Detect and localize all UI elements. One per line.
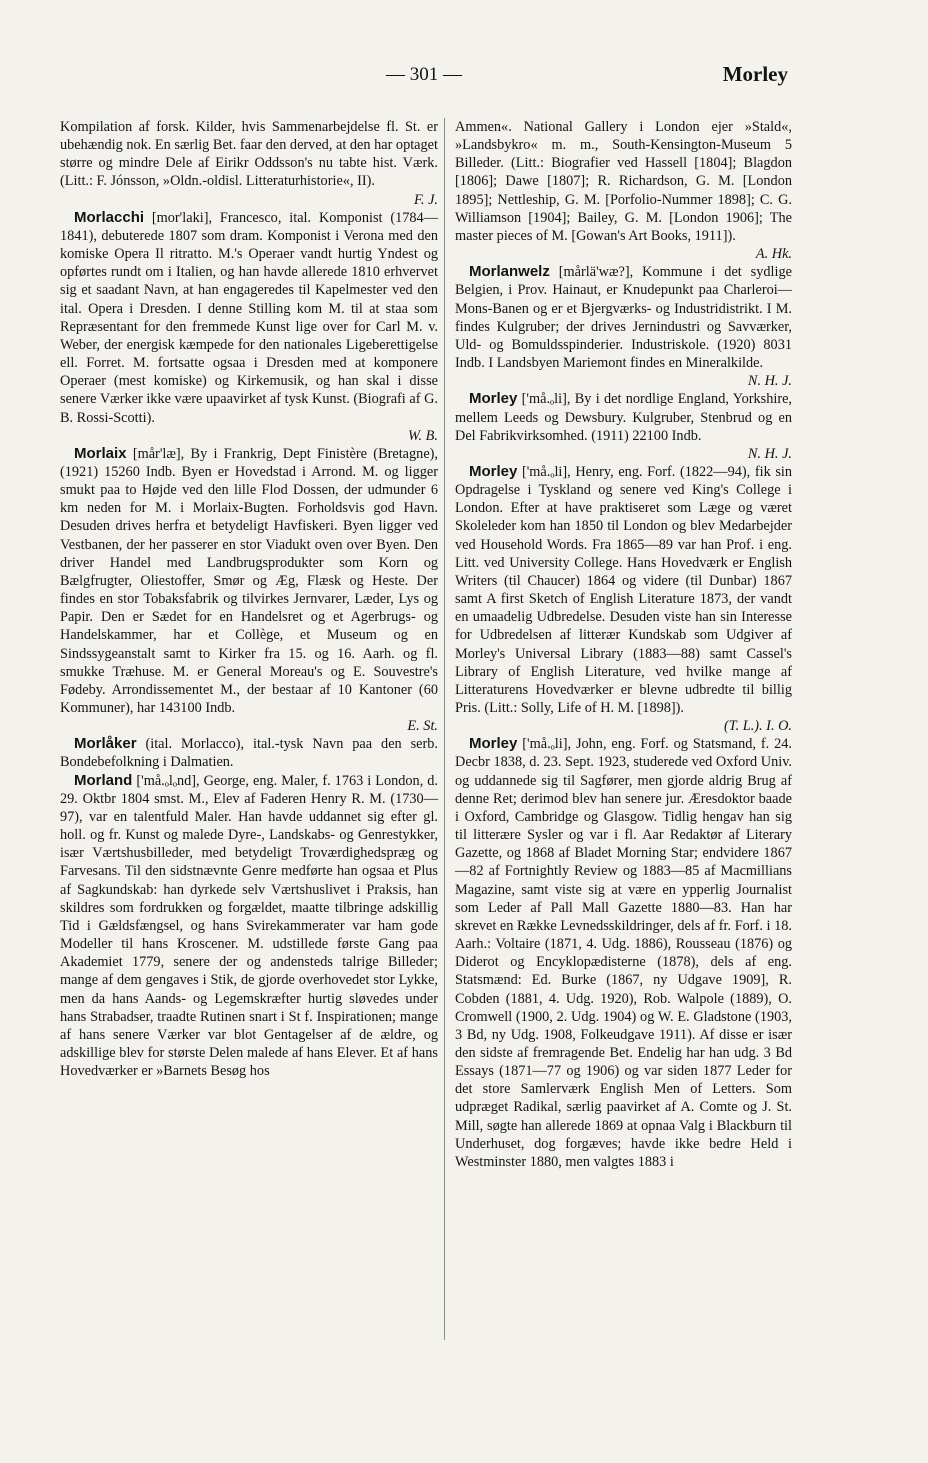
author-signature: F. J. [414, 191, 438, 208]
author-signature: (T. L.). I. O. [723, 718, 792, 735]
page-number: — 301 — [386, 64, 462, 85]
right-column [455, 118, 792, 1171]
author-signature: N. H. J. [747, 373, 792, 390]
entry-morlaix: Morlaix [mår'læ], By i Frankrig, Dept Finistère (Bretagne), (1921) 15260 Indb. Byen er Hovedstad i Arrond. M. og ligger smukt paa to Højde ved den lille Flod Dossen, der udmunder 6 km neden for M. i Morlaix-Bugten. Forholdsvis god Havn. Desuden drives herfra et betydeligt Havfiskeri. Byen ligger ved Vestbanen, der her passerer en stor Viadukt oven over Byen. Den driver Handel med Landbrugsprodukter som Korn og Bælgfrugter, Oliestoffer, Smør og Æg, Flæsk og Heste. Der findes en stor Tobaksfabrik og tilvirkes Jernvarer, Læder, Lys og Papir. Den er Sædet for en Handelsret og et Agerbrugs- og Handelskammer, har et Collège, et Museum og en Sindssygeanstalt samt to Kirker fra 15. og 16. Aarh. og fl. smukke Træhuse. M. er General Moreau's og E. Souvestre's Fødeby. Arrondissementet M., der bestaar af 10 Kantoner (60 Kommuner), har 143100 Indb. [60, 444, 439, 716]
author-signature: W. B. [407, 427, 438, 444]
author-signature: A. Hk. [755, 246, 792, 263]
headword: Morlanwelz [469, 263, 550, 281]
left-column [60, 118, 438, 1080]
entry-morland: Morland ['må.ₒlₒnd], George, eng. Maler, f. 1763 i London, d. 29. Oktbr 1804 smst. M., Elev af Faderen Henry R. M. (1730—97), var en talentfuld Maler. Han havde uddannet sig efter gl. holl. og fr. Kunst og malede Dyre-, Landskabs- og Genrestykker, især Værtshusbilleder, med betydeligt Troværdighedspræg og Farvesans. Til den sidstnævnte Genre medførte han ogsaa et Plus af Sagkundskab: han dyrkede selv Værtshuslivet i Praksis, han skildres som fordrukken og forgældet, maatte tilbringe adskillig Tid i Gældsfængsel, og hans Svirekammerater var ham gode Modeller til hans Kroscener. M. udstillede første Gang paa Akademiet 1779, senere der og andensteds talrige Billeder; mange af dem gengaves i Stik, de gjorde overhovedet stor Lykke, men da hans Aands- og Legemskræfter hurtig sløvedes under hans Strabadser, traadte Rutinen snart i St f. Inspirationen; mange af hans senere Værker var blot Gentagelser af de ældre, og adskillige blev for største Delen malede af hans Elever. Et af hans Hovedværker er »Barnets Besøg hos [60, 771, 439, 1080]
entry-continuation: Ammen«. National Gallery i London ejer »Stald«, »Landsbykro« m. m., South-Kensington-Museum 5 Billeder. (Litt.: Biografier ved Hassell [1804]; Blagdon [1806]; Dawe [1807]; R. Richardson, G. M. [London 1895]; Nettleship, G. M. [Porfolio-Nummer 1898]; C. G. Williamson [1904]; Bailey, G. M. [London 1906]; The master pieces of M. [Gowan's Art Books, 1911]). [455, 119, 792, 244]
entry-morlacchi: Morlacchi [mor'laki], Francesco, ital. Komponist (1784—1841), debuterede 1807 som dram. Komponist i Verona med den komiske Opera Il ritratto. M.'s Operaer vandt hurtig Yndest og opførtes rundt om i Italien, og han havde allerede 1810 erhvervet sig et saadant Navn, at han engageredes til Kapelmester ved den ital. Opera i Dresden. I denne Stilling kom M. til at staa som Repræsentant for den fremmede Kunst lige over for Carl M. v. Weber, der energisk kæmpede for den nationales Ligeberettigelse ell. Forret. M. fortsatte ogsaa i Dresden med at komponere Operaer (mest komiske) og Kirkemusik, og han skal i disse senere Værker ikke være upaavirket af tysk Kunst. (Biografi af G. B. Rossi-Scotti). [60, 208, 438, 426]
headword: Morlaix [74, 444, 127, 462]
page-header [0, 64, 928, 94]
headword: Morley [469, 735, 518, 753]
entry-morlaker: Morlåker (ital. Morlacco), ital.-tysk Navn paa den serb. Bondebefolkning i Dalmatien. [60, 735, 439, 771]
headword: Morley [469, 390, 518, 408]
headword: Morlacchi [74, 208, 145, 226]
author-signature: E. St. [407, 718, 438, 735]
entry-morley-town: Morley ['må.ₒli], By i det nordlige England, Yorkshire, mellem Leeds og Dewsbury. Kulgruber, Stenbrud og en Del Fabrikvirksomhed. (1911) 22100 Indb. [455, 390, 793, 444]
running-head: Morley [722, 62, 788, 86]
entry-morlanwelz: Morlanwelz [mårlä'wæ?], Kommune i det sydlige Belgien, i Prov. Hainaut, er Knudepunkt paa Charleroi—Mons-Banen og er et Bjergværks- og Industridistrikt. I M. findes Kulgruber; der drives Jernindustri og Savværker, Uld- og Bomuldsspinderier. Industriskole. (1920) 8031 Indb. I Landsbyen Mariemont findes en Mineralkilde. [455, 263, 792, 372]
headword: Morlåker [74, 735, 137, 753]
entry-morley-henry: Morley ['må.ₒli], Henry, eng. Forf. (1822—94), fik sin Opdragelse i Tyskland og senere ved King's College i London. Efter at have praktiseret som Læge og været Skoleleder kom han 1850 til London og blev Medarbejder ved Household Words. Fra 1865—89 var han Prof. i eng. Litt. ved University College. Hans Hovedværk er English Writers (til Chaucer) 1864 og videre (til Dunbar) 1867 samt A first Sketch of English Literature 1873, der vandt en umaadelig Udbredelse. Desuden viste han sin Interesse for Udbredelsen af litterær Kundskab som Udgiver af Morley's Universal Library (1883—88) samt Cassel's Library of English Literature, ved hvilke mange af Litteraturens Hovedværker er blevne udbredte til billig Pris. (Litt.: Solly, Life of H. M. [1898]). [455, 462, 792, 716]
author-signature: N. H. J. [747, 445, 792, 462]
headword: Morland [74, 771, 133, 789]
column-divider [444, 118, 445, 1340]
headword: Morley [469, 462, 518, 480]
entry-morley-john: Morley ['må.ₒli], John, eng. Forf. og Statsmand, f. 24. Decbr 1838, d. 23. Sept. 1923, studerede ved Oxford Univ. og uddannede sig til Sagfører, men gjorde aldrig Brug af denne Ret; derimod blev han senere jur. Æresdoktor baade i Oxford, Cambridge og Glasgow. Tidlig hengav han sig til litterære Sysler og var i fl. Aar Redaktør af Literary Gazette, og 1868 af Bladet Morning Star; endvidere 1867—82 af Fortnightly Review og 1883—85 af Macmillians Magazine, samt viste sig at være en ypperlig Journalist som Leder af Pall Mall Gazette 1880—83. Han har skrevet en Række Levnedsskildringer, dels af fr. Forf. i 18. Aarh.: Voltaire (1871, 4. Udg. 1886), Rousseau (1876) og Diderot og Encyklopædisterne (1878), dels af eng. Statsmænd: Ed. Burke (1867, ny Udgave 1909], R. Cobden (1881, 4. Udg. 1920), Rob. Walpole (1889), O. Cromwell (1900, 2. Udg. 1904) og W. E. Gladstone (1903, 3 Bd, ny Udg. 1908, Folkeudgave 1911). Af disse er især den sidste af fremragende Bet. Endelig har han udg. 3 Bd Essays (1871—77 og 1906) og var siden 1877 Leder for det store Samlerværk English Men of Letters. Som udpræget Radikal, særlig paavirket af A. Comte og J. St. Mill, søgte han allerede 1869 at opnaa Valg i Blackburn til Underhuset, dog forgæves; havde ikke bedre Held i Westminster 1880, men valgtes 1883 i [455, 735, 792, 1170]
entry-continuation: Kompilation af forsk. Kilder, hvis Sammenarbejdelse fl. St. er ubehændig nok. En særlig Bet. faar den derved, at den har optaget større og mindre Dele af Eirikr Oddsson's nu tabte hist. Værk. (Litt.: F. Jónsson, »Oldn.-oldisl. Litteraturhistorie«, II). [60, 119, 438, 190]
